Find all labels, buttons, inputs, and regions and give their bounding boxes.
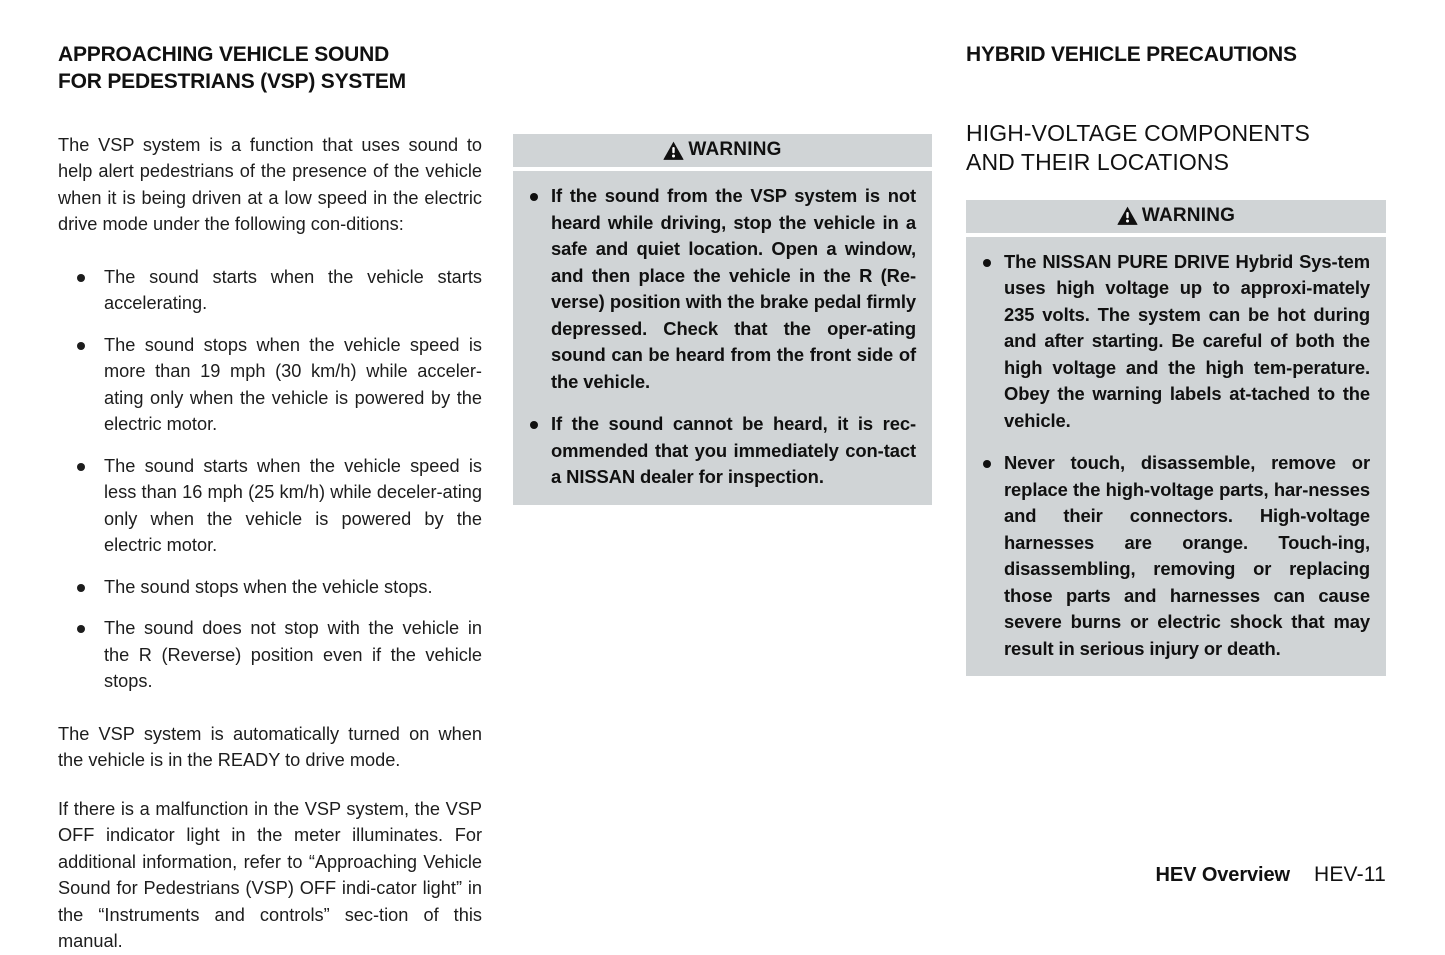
- list-item: The sound starts when the vehicle starts accelerating.: [58, 264, 482, 317]
- list-item: Never touch, disassemble, remove or replace the high-voltage parts, har‐nesses and their connectors. High-voltage harnesses are orange. Touch‐ing, disassembling, removing or replacing those parts and harnesses can cause severe burns or electric shock that may result in serious injury or death.: [976, 450, 1370, 662]
- vsp-conditions-list: [58, 264, 482, 695]
- list-item: If the sound cannot be heard, it is rec‐ommended that you immediately con‐tact a NISSAN dealer for inspection.: [523, 411, 916, 491]
- page-title-line1: APPROACHING VEHICLE SOUND: [58, 43, 390, 66]
- right-column: [966, 42, 1386, 676]
- warning-item-list: [976, 249, 1370, 663]
- warning-triangle-icon: [663, 141, 684, 160]
- page-title-line2: FOR PEDESTRIANS (VSP) SYSTEM: [58, 69, 406, 93]
- vsp-warning-box: [513, 134, 932, 505]
- high-voltage-warning-box: [966, 200, 1386, 677]
- footer-page-number: HEV-11: [1313, 863, 1386, 886]
- warning-label: WARNING: [688, 139, 782, 160]
- warning-body: [513, 171, 932, 505]
- list-item: The sound stops when the vehicle stops.: [58, 574, 482, 601]
- page-footer: [1156, 863, 1386, 887]
- list-item: The sound stops when the vehicle speed is more than 19 mph (30 km/h) while acceler‐ating only when the vehicle is powered by the electric motor.: [58, 332, 482, 438]
- subsection-title-line2: AND THEIR LOCATIONS: [966, 149, 1230, 176]
- warning-triangle-icon: [1117, 206, 1138, 225]
- middle-column: [513, 134, 932, 505]
- warning-item-list: [523, 183, 916, 491]
- left-column: [58, 42, 482, 955]
- list-item: The sound starts when the vehicle speed is less than 16 mph (25 km/h) while deceler‐ating only when the vehicle is powered by the electric motor.: [58, 453, 482, 559]
- intro-paragraph: The VSP system is a function that uses sound to help alert pedestrians of the presence of the vehicle when it is being driven at a low speed in the electric drive mode under the following con‐ditions:: [58, 134, 482, 235]
- list-item: If the sound from the VSP system is not heard while driving, stop the vehicle in a safe and quiet location. Open a window, and then place the vehicle in the R (Re‐verse) position with the brake pedal firmly depressed. Check that the oper‐ating sound can be heard from the front side of the vehicle.: [523, 183, 916, 395]
- warning-header: [513, 134, 932, 167]
- subsection-title: [966, 119, 1386, 178]
- warning-header: [966, 200, 1386, 233]
- list-item: The NISSAN PURE DRIVE Hybrid Sys‐tem uses high voltage up to approxi‐mately 235 volts. The system can be hot during and after starting. Be careful of both the high voltage and the high tem‐perature. Obey the warning labels at‐tached to the vehicle.: [976, 249, 1370, 435]
- warning-body: [966, 237, 1386, 677]
- subsection-title-line1: HIGH-VOLTAGE COMPONENTS: [966, 119, 1310, 146]
- paragraph-auto-on: The VSP system is automatically turned on when the vehicle is in the READY to drive mode.: [58, 723, 482, 771]
- footer-section-title: HEV Overview: [1155, 864, 1290, 886]
- page-title: [58, 42, 482, 96]
- section-title: HYBRID VEHICLE PRECAUTIONS: [966, 43, 1297, 66]
- list-item: The sound does not stop with the vehicle in the R (Reverse) position even if the vehicle stops.: [58, 615, 482, 695]
- paragraph-malfunction: If there is a malfunction in the VSP system, the VSP OFF indicator light in the meter illuminates. For additional information, refer to “Approaching Vehicle Sound for Pedestrians (VSP) OFF indi‐cator light” in the “Instruments and controls” sec‐tion of this manual.: [58, 798, 482, 952]
- warning-label: WARNING: [1141, 204, 1236, 226]
